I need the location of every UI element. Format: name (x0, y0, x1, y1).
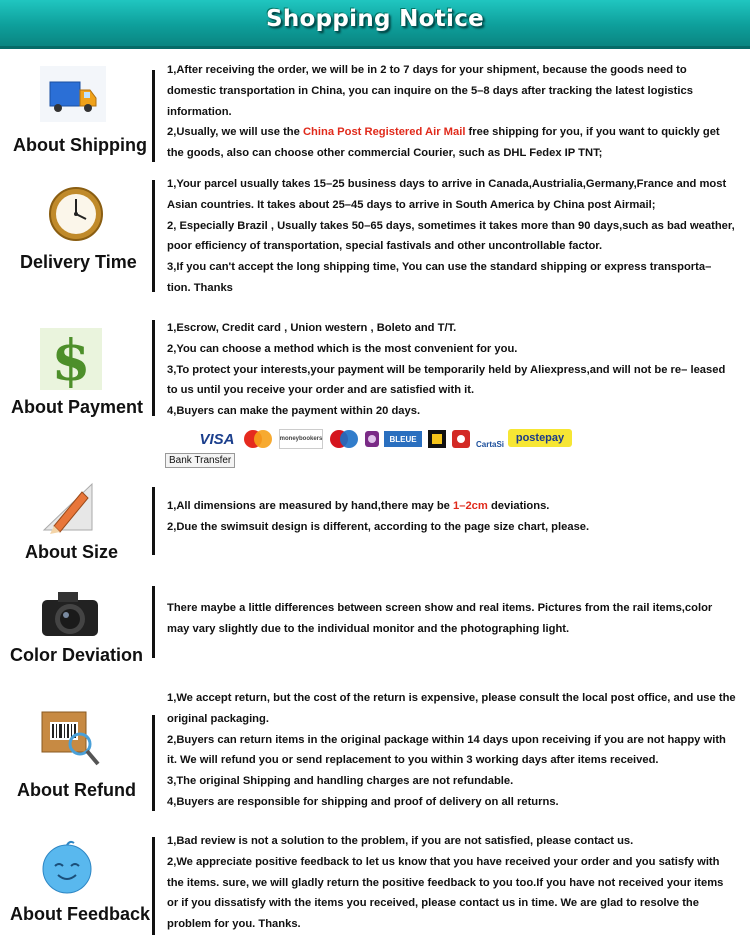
logo-black (428, 429, 446, 449)
highlight-text: China Post Registered Air Mail (302, 126, 466, 139)
feedback-item-1: 1,Bad review is not a solution to the problem, if you are not satisfied, please contact us. (167, 835, 634, 847)
bank-transfer-label: Bank Transfer (165, 453, 235, 468)
size-text (167, 496, 737, 538)
section-label-refund: About Refund (17, 780, 136, 800)
section-label-payment: About Payment (11, 397, 144, 417)
ruler-pencil-icon (40, 478, 96, 534)
refund-item-3: 3,The original Shipping and handling charges are not refundable. (167, 775, 514, 788)
feedback-text (167, 831, 737, 935)
dollar-sign-icon (40, 328, 102, 390)
page-title: Shopping Notice (265, 6, 485, 32)
section-label-delivery: Delivery Time (20, 252, 137, 272)
divider (152, 837, 155, 935)
payment-text (167, 318, 737, 422)
cartasi-logo: CartaSi (475, 440, 504, 449)
barcode-box-icon (40, 706, 102, 768)
payment-item-2: 2,You can choose a method which is the most convenient for you. (167, 342, 518, 355)
divider (152, 715, 155, 811)
shipping-item-2: 2,Usually, we will use the China Post Registered Air Mail free shipping for you, if you want to quickly get the goods, also can choose other commercial Courier, such as DHL Fedex IP TNT; (167, 126, 720, 160)
payment-item-4: 4,Buyers can make the payment within 20 days. (167, 405, 421, 418)
visa-logo: VISA (199, 430, 235, 448)
shipping-item-1: 1,After receiving the order, we will be in 2 to 7 days for your shipment, because the goods need to domestic transportation in China, you can inquire on the 5–8 days after tracking the latest logistics information. (167, 64, 693, 118)
delivery-item-1: 1,Your parcel usually takes 15–25 business days to arrive in Canada,Austrialia,Germany,France and most Asian countries. It takes about 25–45 days to arrive in South America by China post Airmail; (167, 178, 727, 211)
feedback-item-2: 2,We appreciate positive feedback to let us know that you have received your order and you satisfy with the items. sure, we will gladly return the positive feedback to you too.If you have not received your items or if you dissatisfy with the items you received, please contact us in time. We are glad to resolve the problem for you. Thanks. (167, 855, 724, 931)
size-item-2: 2,Due the swimsuit design is different, according to the page size chart, please. (167, 520, 590, 533)
delivery-item-2: 2, Especially Brazil , Usually takes 50–65 days, sometimes it takes more than 90 days,such as bad weather, poor efficiency of transportation, special fastivals and other uncontrollable factor. (167, 219, 735, 253)
bleue-logo: BLEUE (384, 431, 422, 447)
refund-item-2: 2,Buyers can return items in the original package within 14 days upon receiving if you are not happy with it. We will refund you or send replacement to you within 3 working days after items received. (167, 733, 726, 767)
shipping-text (167, 60, 737, 164)
delivery-text (167, 174, 737, 299)
divider (152, 487, 155, 555)
divider (152, 70, 155, 162)
moneybookers-logo: moneybookers (279, 429, 323, 449)
refund-text (167, 688, 737, 813)
size-item-1: 1,All dimensions are measured by hand,there may be 1–2cm deviations. (167, 500, 550, 512)
svg-text:$: $ (51, 328, 91, 390)
refund-item-4: 4,Buyers are responsible for shipping and proof of delivery on all returns. (167, 795, 559, 808)
boleto-logo (364, 429, 380, 449)
delivery-truck-icon (40, 66, 106, 122)
section-label-shipping: About Shipping (13, 135, 147, 155)
maestro-logo (327, 429, 361, 449)
logo-red (452, 429, 470, 449)
postepay-logo: postepay (508, 429, 572, 447)
color-text (167, 598, 737, 640)
mastercard-logo (241, 429, 275, 449)
delivery-item-3: 3,If you can't accept the long shipping time, You can use the standard shipping or express transporta– tion. Thanks (167, 261, 712, 294)
clock-icon (48, 186, 104, 242)
refund-item-1: 1,We accept return, but the cost of the return is expensive, please consult the local post office, and use the original packaging. (167, 692, 736, 725)
header-banner (0, 0, 750, 49)
divider (152, 320, 155, 416)
section-label-color: Color Deviation (10, 645, 144, 665)
payment-item-1: 1,Escrow, Credit card , Union western , Boleto and T/T. (167, 322, 457, 334)
highlight-text: 1–2cm (453, 500, 488, 512)
payment-item-3: 3,To protect your interests,your payment will be temporarily held by Aliexpress,and will not be re– leased to us until you receive your order and are satisfied with it. (167, 363, 726, 397)
smiley-face-icon (40, 840, 94, 894)
section-label-size: About Size (25, 542, 118, 562)
section-label-feedback: About Feedback (10, 904, 151, 924)
camera-icon (40, 588, 100, 640)
color-item-1: There maybe a little differences between screen show and real items. Pictures from the rail items,color may vary slightly due to the individual monitor and the photographing light. (167, 602, 713, 635)
divider (152, 180, 155, 292)
divider (152, 586, 155, 658)
